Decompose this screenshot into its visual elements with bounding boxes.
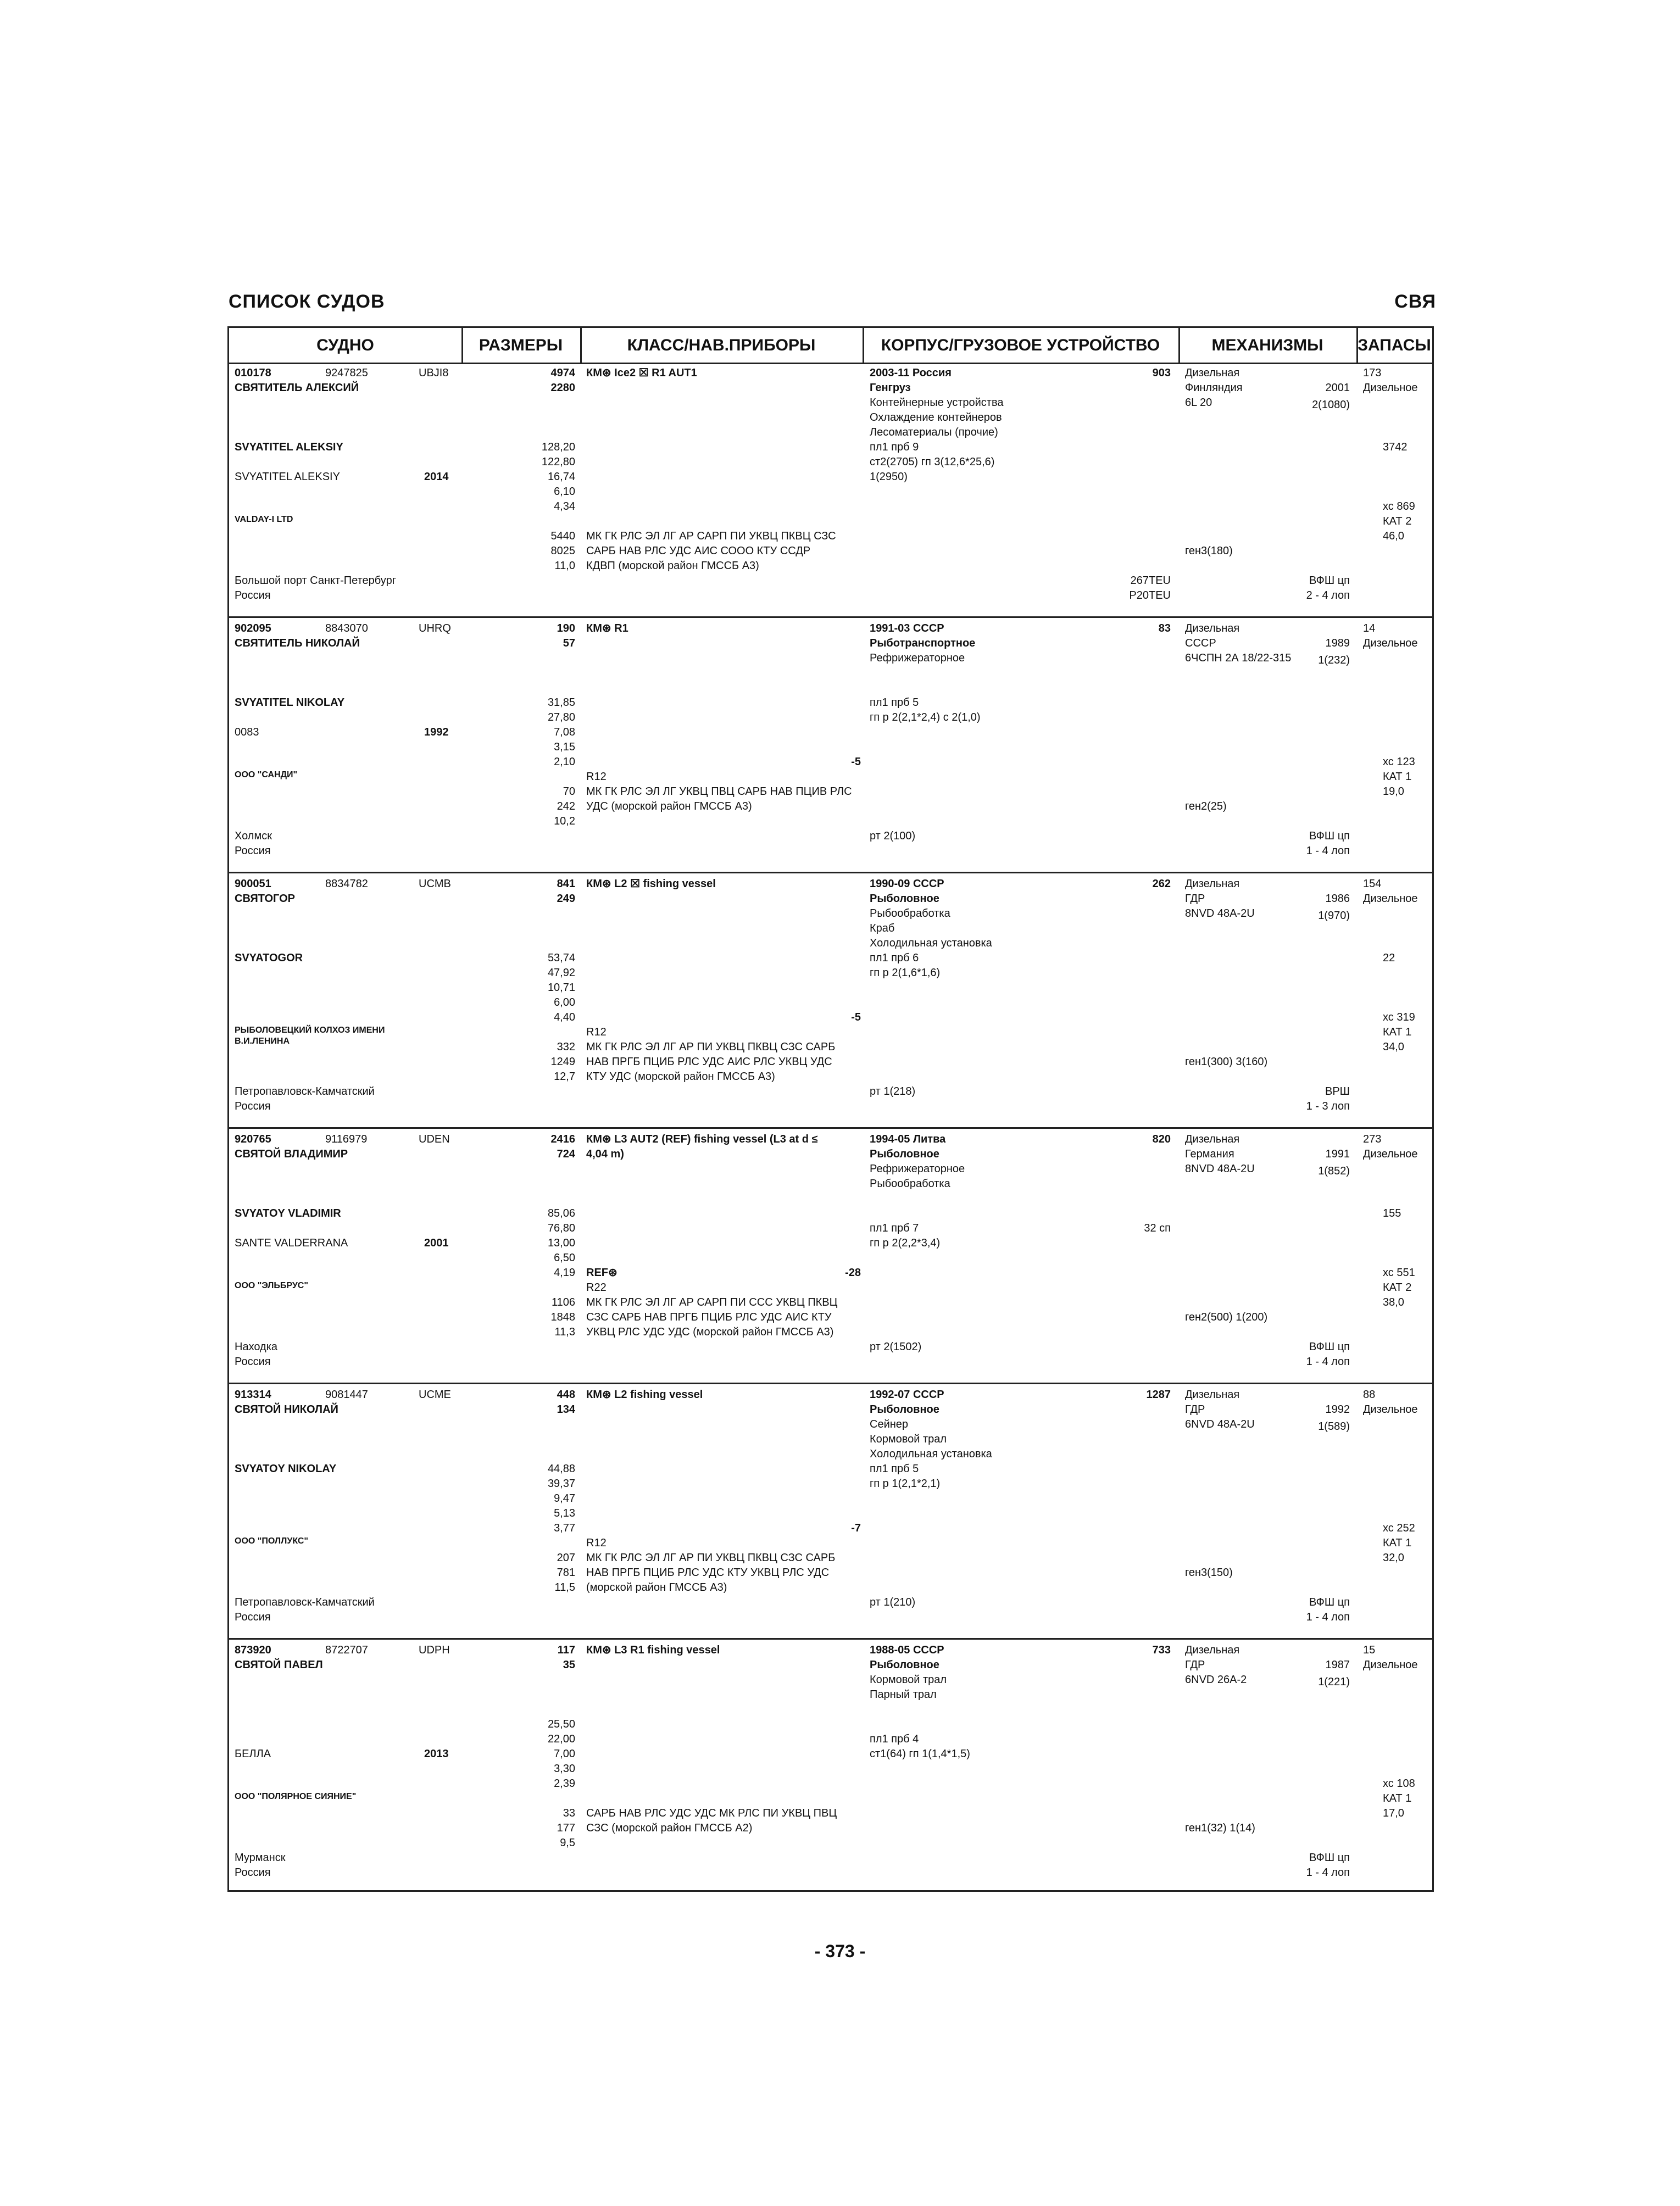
- hull-type: Рыболовное: [870, 1659, 939, 1671]
- hull-extra: 32 сп: [1144, 1222, 1171, 1234]
- ship-flag-year: 1992: [424, 726, 449, 738]
- ship-port: Большой порт Санкт-Петербург: [235, 575, 397, 587]
- refrigeration-capacity: КАТ 1: [1383, 1537, 1412, 1549]
- engine-year: 1992: [1325, 1403, 1350, 1416]
- engine-type: Дизельная: [1185, 1133, 1240, 1145]
- refrigeration-capacity: хс 108: [1383, 1778, 1415, 1790]
- ice-class: R12: [586, 771, 607, 783]
- ship-record: [229, 1640, 1432, 1895]
- ship-record: [229, 1384, 1432, 1640]
- ship-country: Россия: [235, 1100, 271, 1112]
- ship-record: [229, 1129, 1432, 1384]
- class-notation-cont: 4,04 m): [586, 1148, 624, 1160]
- dim-capacity: 9,5: [560, 1837, 575, 1849]
- dim-value: 76,80: [547, 1222, 575, 1234]
- class-notation: КМ⊛ R1: [586, 622, 628, 634]
- generators: ген3(150): [1185, 1567, 1233, 1579]
- ship-name: СВЯТИТЕЛЬ НИКОЛАЙ: [235, 637, 360, 649]
- propeller: ВФШ цп: [1309, 1852, 1350, 1864]
- fuel-type: Дизельное: [1363, 1403, 1418, 1416]
- dim-value: 3,77: [554, 1522, 575, 1534]
- ship-imo: 9247825: [325, 367, 368, 379]
- class-notation: КМ⊛ L3 R1 fishing vessel: [586, 1644, 720, 1656]
- nav-equipment: МК ГК РЛС ЭЛ ЛГ АР САРП ПИ ССС УКВЦ ПКВЦ: [586, 1296, 838, 1308]
- nav-equipment: МК ГК РЛС ЭЛ ЛГ АР ПИ УКВЦ ПКВЦ СЗС САРБ: [586, 1552, 836, 1564]
- dim-tonnage: 2280: [550, 382, 575, 394]
- hull-feature: Краб: [870, 922, 895, 934]
- dim-value: 6,10: [554, 486, 575, 498]
- dim-value: 7,00: [554, 1748, 575, 1760]
- dim-capacity: 8025: [550, 545, 575, 557]
- ship-latin-name: SVYATOGOR: [235, 952, 303, 964]
- ship-flag-year: 2001: [424, 1237, 449, 1249]
- hull-built: 1992-07 СССР: [870, 1389, 944, 1401]
- dim-capacity: 781: [557, 1567, 575, 1579]
- ship-imo: 9081447: [325, 1389, 368, 1401]
- dim-capacity: 1106: [551, 1296, 575, 1308]
- hull-feature: Кормовой трал: [870, 1674, 947, 1686]
- hull-feature: Контейнерные устройства: [870, 397, 1004, 409]
- col-header-dimensions: РАЗМЕРЫ: [479, 336, 563, 354]
- refrigeration-capacity: 17,0: [1383, 1807, 1404, 1819]
- dim-capacity: 1249: [550, 1056, 575, 1068]
- engine-type: Дизельная: [1185, 622, 1240, 634]
- nav-equipment: НАВ ПРГБ ПЦИБ РЛС УДС КТУ УКВЦ РЛС УДС: [586, 1567, 830, 1579]
- nav-equipment: УКВЦ РЛС УДС УДС (морской район ГМССБ А3): [586, 1326, 834, 1338]
- cargo-holds: пл1 прб 6: [870, 952, 919, 964]
- refrigeration-capacity: КАТ 2: [1383, 1282, 1412, 1294]
- refrigeration-capacity: хс 123: [1383, 756, 1415, 768]
- engine-country: СССР: [1185, 637, 1216, 649]
- ship-owner: ООО "САНДИ": [235, 770, 298, 779]
- dim-value: 47,92: [547, 967, 575, 979]
- dim-capacity: 70: [563, 786, 575, 798]
- engine-model: 8NVD 48A-2U: [1185, 1163, 1255, 1175]
- ship-imo: 9116979: [325, 1133, 368, 1145]
- hull-built: 1991-03 СССР: [870, 622, 944, 634]
- hull-number: 903: [1152, 367, 1171, 379]
- class-notation: КМ⊛ L2 fishing vessel: [586, 1389, 703, 1401]
- refrigeration-capacity: хс 869: [1383, 500, 1415, 512]
- engine-power: 1(852): [1318, 1165, 1350, 1177]
- fuel-type: Дизельное: [1363, 637, 1418, 649]
- dim-tonnage: 4974: [550, 367, 575, 379]
- nav-equipment: МК ГК РЛС ЭЛ ЛГ АР ПИ УКВЦ ПКВЦ СЗС САРБ: [586, 1041, 836, 1053]
- fuel-type: Дизельное: [1363, 382, 1418, 394]
- ship-callsign: UDEN: [419, 1133, 450, 1145]
- dim-tonnage: 448: [557, 1389, 575, 1401]
- refrigeration-capacity: хс 319: [1383, 1011, 1415, 1023]
- engine-power: 2(1080): [1312, 399, 1350, 411]
- engine-year: 1986: [1325, 893, 1350, 905]
- cargo-hatches: ст1(64) гп 1(1,4*1,5): [870, 1748, 970, 1760]
- fuel-capacity: 88: [1363, 1389, 1376, 1401]
- cargo-gear: рт 2(100): [870, 830, 916, 842]
- hull-number: 733: [1152, 1644, 1171, 1656]
- dim-capacity: 1848: [550, 1311, 575, 1323]
- ship-imo: 8843070: [325, 622, 368, 634]
- dim-value: 6,50: [554, 1252, 575, 1264]
- dim-value: 6,00: [554, 996, 575, 1009]
- ship-callsign: UCMB: [419, 878, 451, 890]
- hull-feature: Холодильная установка: [870, 937, 992, 949]
- dim-value: 2,39: [554, 1778, 575, 1790]
- engine-country: ГДР: [1185, 893, 1205, 905]
- dim-capacity: 12,7: [554, 1071, 575, 1083]
- refrigeration-capacity: КАТ 2: [1383, 515, 1412, 527]
- hull-type: Рыболовное: [870, 1148, 939, 1160]
- dim-capacity: 207: [557, 1552, 575, 1564]
- engine-power: 1(970): [1318, 910, 1350, 922]
- cargo-gear: рт 1(218): [870, 1085, 916, 1098]
- ship-country: Россия: [235, 1611, 271, 1623]
- refrigeration-capacity: хс 551: [1383, 1267, 1415, 1279]
- ship-imo: 8834782: [325, 878, 368, 890]
- dim-capacity: 332: [557, 1041, 575, 1053]
- dim-value: 25,50: [547, 1718, 575, 1730]
- nav-equipment: НАВ ПРГБ ПЦИБ РЛС УДС АИС РЛС УКВЦ УДС: [586, 1056, 832, 1068]
- hull-feature: Парный трал: [870, 1689, 937, 1701]
- engine-type: Дизельная: [1185, 1389, 1240, 1401]
- hull-feature: Рефрижераторное: [870, 1163, 965, 1175]
- ship-latin-name: SVYATOY NIKOLAY: [235, 1463, 337, 1475]
- hull-built: 1988-05 СССР: [870, 1644, 944, 1656]
- hull-built: 1990-09 СССР: [870, 878, 944, 890]
- ship-owner: VALDAY-I LTD: [235, 515, 293, 524]
- engine-model: 6NVD 48A-2U: [1185, 1418, 1255, 1430]
- ship-reg-number: 900051: [235, 878, 271, 890]
- fuel-capacity: 273: [1363, 1133, 1382, 1145]
- ship-former-name: 0083: [235, 726, 259, 738]
- dim-value: 7,08: [554, 726, 575, 738]
- ice-class: R22: [586, 1282, 607, 1294]
- ship-former-name: SANTE VALDERRANA: [235, 1237, 348, 1249]
- ship-callsign: UBJI8: [419, 367, 449, 379]
- ship-callsign: UHRQ: [419, 622, 451, 634]
- list-title: СПИСОК СУДОВ: [229, 291, 385, 312]
- ship-reg-number: 913314: [235, 1389, 271, 1401]
- engine-power: 1(589): [1318, 1420, 1350, 1433]
- ship-country: Россия: [235, 845, 271, 857]
- ship-port: Мурманск: [235, 1852, 286, 1864]
- ship-flag-year: 2014: [424, 471, 449, 483]
- refrigeration-capacity: хс 252: [1383, 1522, 1415, 1534]
- refrigeration-capacity: 46,0: [1383, 530, 1404, 542]
- engine-model: 8NVD 48A-2U: [1185, 907, 1255, 920]
- ship-owner: ООО "ЭЛЬБРУС": [235, 1281, 308, 1290]
- refrigeration-capacity: КАТ 1: [1383, 771, 1412, 783]
- refrigeration-capacity: 32,0: [1383, 1552, 1404, 1564]
- refrigeration-capacity: 19,0: [1383, 786, 1404, 798]
- water-capacity: 22: [1383, 952, 1395, 964]
- dim-value: 122,80: [541, 456, 575, 468]
- ship-reg-number: 873920: [235, 1644, 271, 1656]
- dim-tonnage: 134: [557, 1403, 575, 1416]
- dim-tonnage: 117: [557, 1644, 575, 1656]
- hull-number: 262: [1152, 878, 1171, 890]
- propeller: 1 - 3 лоп: [1306, 1100, 1350, 1112]
- propeller: 1 - 4 лоп: [1306, 1867, 1350, 1879]
- ship-latin-name: SVYATITEL NIKOLAY: [235, 697, 345, 709]
- page-number: - 373 -: [814, 1941, 866, 1961]
- cargo-gear: рт 2(1502): [870, 1341, 922, 1353]
- nav-equipment: УДС (морской район ГМССБ А3): [586, 800, 752, 812]
- ship-port: Петропавловск-Камчатский: [235, 1596, 375, 1608]
- dim-tonnage: 2416: [550, 1133, 575, 1145]
- propeller: ВФШ цп: [1309, 830, 1350, 842]
- ship-record: [229, 873, 1432, 1129]
- ship-name: СВЯТОЙ ПАВЕЛ: [235, 1659, 323, 1671]
- ship-former-name: БЕЛЛА: [235, 1748, 271, 1760]
- fuel-capacity: 14: [1363, 622, 1376, 634]
- propeller: 1 - 4 лоп: [1306, 1611, 1350, 1623]
- engine-model: 6ЧСПН 2А 18/22-315: [1185, 652, 1292, 664]
- refrigeration-capacity: КАТ 1: [1383, 1026, 1412, 1038]
- ship-latin-name: SVYATITEL ALEKSIY: [235, 441, 343, 453]
- water-capacity: 155: [1383, 1207, 1401, 1219]
- dim-value: 10,71: [547, 982, 575, 994]
- generators: ген1(300) 3(160): [1185, 1056, 1268, 1068]
- ship-name: СВЯТИТЕЛЬ АЛЕКСИЙ: [235, 382, 359, 394]
- ship-reg-number: 902095: [235, 622, 271, 634]
- dim-tonnage: 35: [563, 1659, 575, 1671]
- dim-value: 53,74: [547, 952, 575, 964]
- hull-feature: Рыбообработка: [870, 1178, 950, 1190]
- dim-capacity: 242: [557, 800, 575, 812]
- refrigeration-temp: -28: [845, 1267, 861, 1279]
- hull-built: 2003-11 Россия: [870, 367, 952, 379]
- ship-record: [229, 363, 1432, 618]
- fuel-type: Дизельное: [1363, 893, 1418, 905]
- ship-name: СВЯТОГОР: [235, 893, 296, 905]
- engine-model: 6L 20: [1185, 397, 1212, 409]
- nav-equipment: МК ГК РЛС ЭЛ ЛГ АР САРП ПИ УКВЦ ПКВЦ СЗС: [586, 530, 836, 542]
- dim-capacity: 177: [557, 1822, 575, 1834]
- generators: ген2(25): [1185, 800, 1227, 812]
- container-capacity: P20TEU: [1129, 589, 1171, 601]
- ship-country: Россия: [235, 1867, 271, 1879]
- fuel-capacity: 173: [1363, 367, 1382, 379]
- water-capacity: 3742: [1383, 441, 1408, 453]
- propeller: 2 - 4 лоп: [1306, 589, 1350, 601]
- cargo-holds: пл1 прб 5: [870, 697, 919, 709]
- hull-type: Рыботранспортное: [870, 637, 976, 649]
- dim-tonnage: 724: [557, 1148, 575, 1160]
- nav-equipment: САРБ НАВ РЛС УДС АИС СООО КТУ ССДР: [586, 545, 811, 557]
- engine-power: 1(221): [1318, 1676, 1350, 1688]
- dim-value: 5,13: [554, 1507, 575, 1519]
- dim-value: 13,00: [547, 1237, 575, 1249]
- ship-reg-number: 920765: [235, 1133, 271, 1145]
- hull-feature: Охлаждение контейнеров: [870, 411, 1002, 424]
- engine-country: ГДР: [1185, 1403, 1205, 1416]
- section-letters: СВЯ: [1394, 291, 1436, 312]
- hull-type: Рыболовное: [870, 893, 939, 905]
- fuel-capacity: 154: [1363, 878, 1382, 890]
- cargo-hatches: гп р 2(2,2*3,4): [870, 1237, 941, 1249]
- cargo-hatches: ст2(2705) гп 3(12,6*25,6): [870, 456, 995, 468]
- refrigeration-temp: -5: [851, 1011, 861, 1023]
- engine-year: 1989: [1325, 637, 1350, 649]
- engine-year: 2001: [1325, 382, 1350, 394]
- ship-flag-year: 2013: [424, 1748, 449, 1760]
- ship-imo: 8722707: [325, 1644, 368, 1656]
- dim-value: 3,30: [554, 1763, 575, 1775]
- refrigeration-capacity: 34,0: [1383, 1041, 1404, 1053]
- dim-value: 22,00: [547, 1733, 575, 1745]
- class-notation: КМ⊛ L3 AUT2 (REF) fishing vessel (L3 at d ≤: [586, 1133, 818, 1145]
- dim-value: 9,47: [554, 1492, 575, 1505]
- col-header-machinery: МЕХАНИЗМЫ: [1211, 336, 1323, 354]
- propeller: ВФШ цп: [1309, 1341, 1350, 1353]
- refrigeration-class: REF⊛: [586, 1267, 618, 1279]
- fuel-type: Дизельное: [1363, 1148, 1418, 1160]
- class-notation: КМ⊛ Ice2 ☒ R1 AUT1: [586, 367, 697, 379]
- ships-table: [227, 326, 1434, 1892]
- cargo-holds: пл1 прб 9: [870, 441, 919, 453]
- ship-callsign: UDPH: [419, 1644, 450, 1656]
- cargo-hatch-extra: 1(2950): [870, 471, 908, 483]
- cargo-hatches: гп р 1(2,1*2,1): [870, 1478, 941, 1490]
- col-header-class: КЛАСС/НАВ.ПРИБОРЫ: [627, 336, 816, 354]
- ship-port: Петропавловск-Камчатский: [235, 1085, 375, 1098]
- fuel-capacity: 15: [1363, 1644, 1376, 1656]
- ship-record: [229, 618, 1432, 873]
- refrigeration-temp: -7: [851, 1522, 861, 1534]
- propeller: ВФШ цп: [1309, 1596, 1350, 1608]
- col-header-supplies: ЗАПАСЫ: [1358, 336, 1431, 354]
- ship-country: Россия: [235, 589, 271, 601]
- nav-equipment: САРБ НАВ РЛС УДС УДС МК РЛС ПИ УКВЦ ПВЦ: [586, 1807, 837, 1819]
- dim-value: 4,40: [554, 1011, 575, 1023]
- propeller: ВФШ цп: [1309, 575, 1350, 587]
- nav-equipment: СЗС (морской район ГМССБ А2): [586, 1822, 753, 1834]
- nav-equipment: КТУ УДС (морской район ГМССБ А3): [586, 1071, 775, 1083]
- generators: ген3(180): [1185, 545, 1233, 557]
- container-capacity: 267TEU: [1130, 575, 1171, 587]
- ship-port: Находка: [235, 1341, 278, 1353]
- dim-value: 16,74: [547, 471, 575, 483]
- cargo-holds: пл1 прб 5: [870, 1463, 919, 1475]
- engine-country: Финляндия: [1185, 382, 1243, 394]
- propeller: 1 - 4 лоп: [1306, 1356, 1350, 1368]
- table-header: [229, 328, 1432, 364]
- hull-number: 83: [1158, 622, 1171, 634]
- ship-port: Холмск: [235, 830, 272, 842]
- nav-equipment: КДВП (морской район ГМССБ А3): [586, 560, 759, 572]
- dim-tonnage: 190: [557, 622, 575, 634]
- cargo-hatches: гп р 2(2,1*2,4) с 2(1,0): [870, 711, 981, 723]
- ship-reg-number: 010178: [235, 367, 271, 379]
- dim-capacity: 33: [563, 1807, 575, 1819]
- ship-latin-name: SVYATOY VLADIMIR: [235, 1207, 341, 1219]
- engine-power: 1(232): [1318, 654, 1350, 666]
- propeller: 1 - 4 лоп: [1306, 845, 1350, 857]
- engine-year: 1991: [1325, 1148, 1350, 1160]
- ship-country: Россия: [235, 1356, 271, 1368]
- hull-number: 1287: [1146, 1389, 1171, 1401]
- dim-value: 128,20: [541, 441, 575, 453]
- dim-tonnage: 249: [557, 893, 575, 905]
- generators: ген2(500) 1(200): [1185, 1311, 1268, 1323]
- dim-tonnage: 841: [557, 878, 575, 890]
- ship-name: СВЯТОЙ НИКОЛАЙ: [235, 1403, 338, 1416]
- propeller: ВРШ: [1325, 1085, 1350, 1098]
- fuel-type: Дизельное: [1363, 1659, 1418, 1671]
- engine-country: ГДР: [1185, 1659, 1205, 1671]
- hull-feature: Холодильная установка: [870, 1448, 992, 1460]
- refrigeration-capacity: 38,0: [1383, 1296, 1404, 1308]
- dim-value: 3,15: [554, 741, 575, 753]
- col-header-ship: СУДНО: [316, 336, 374, 354]
- class-notation: КМ⊛ L2 ☒ fishing vessel: [586, 878, 716, 890]
- dim-value: 44,88: [547, 1463, 575, 1475]
- hull-feature: Рыбообработка: [870, 907, 950, 920]
- refrigeration-capacity: КАТ 1: [1383, 1792, 1412, 1804]
- ship-records: [229, 363, 1432, 1895]
- cargo-hatches: гп р 2(1,6*1,6): [870, 967, 941, 979]
- hull-type: Рыболовное: [870, 1403, 939, 1416]
- ship-owner: ООО "ПОЛЯРНОЕ СИЯНИЕ": [235, 1792, 357, 1801]
- hull-feature: Кормовой трал: [870, 1433, 947, 1445]
- dim-value: 2,10: [554, 756, 575, 768]
- engine-type: Дизельная: [1185, 878, 1240, 890]
- nav-equipment: (морской район ГМССБ А3): [586, 1581, 727, 1594]
- ship-name: СВЯТОЙ ВЛАДИМИР: [235, 1148, 348, 1160]
- dim-value: 27,80: [547, 711, 575, 723]
- dim-value: 39,37: [547, 1478, 575, 1490]
- hull-built: 1994-05 Литва: [870, 1133, 946, 1145]
- ship-owner: ООО "ПОЛЛУКС": [235, 1536, 309, 1546]
- dim-value: 4,19: [554, 1267, 575, 1279]
- dim-capacity: 11,3: [554, 1326, 575, 1338]
- ship-callsign: UCME: [419, 1389, 451, 1401]
- hull-feature: Сейнер: [870, 1418, 909, 1430]
- ice-class: R12: [586, 1537, 607, 1549]
- ship-owner: РЫБОЛОВЕЦКИЙ КОЛХОЗ ИМЕНИ В.И.ЛЕНИНА: [235, 1026, 385, 1046]
- dim-capacity: 11,5: [554, 1581, 575, 1594]
- cargo-holds: пл1 прб 7: [870, 1222, 919, 1234]
- cargo-gear: рт 1(210): [870, 1596, 916, 1608]
- nav-equipment: МК ГК РЛС ЭЛ ЛГ УКВЦ ПВЦ САРБ НАВ ПЦИВ РЛС: [586, 786, 852, 798]
- generators: ген1(32) 1(14): [1185, 1822, 1255, 1834]
- cargo-holds: пл1 прб 4: [870, 1733, 919, 1745]
- refrigeration-temp: -5: [851, 756, 861, 768]
- dim-capacity: 10,2: [554, 815, 575, 827]
- ship-former-name: SVYATITEL ALEKSIY: [235, 471, 340, 483]
- ice-class: R12: [586, 1026, 607, 1038]
- hull-number: 820: [1152, 1133, 1171, 1145]
- engine-year: 1987: [1325, 1659, 1350, 1671]
- nav-equipment: СЗС САРБ НАВ ПРГБ ПЦИБ РЛС УДС АИС КТУ: [586, 1311, 832, 1323]
- dim-capacity: 5440: [550, 530, 575, 542]
- dim-value: 31,85: [547, 697, 575, 709]
- hull-feature: Лесоматериалы (прочие): [870, 426, 998, 438]
- dim-value: 4,34: [554, 500, 575, 512]
- engine-model: 6NVD 26A-2: [1185, 1674, 1247, 1686]
- engine-type: Дизельная: [1185, 1644, 1240, 1656]
- dim-value: 85,06: [547, 1207, 575, 1219]
- dim-capacity: 11,0: [554, 560, 575, 572]
- engine-type: Дизельная: [1185, 367, 1240, 379]
- col-header-hull: КОРПУС/ГРУЗОВОЕ УСТРОЙСТВО: [881, 336, 1160, 354]
- dim-tonnage: 57: [563, 637, 575, 649]
- engine-country: Германия: [1185, 1148, 1234, 1160]
- hull-feature: Рефрижераторное: [870, 652, 965, 664]
- hull-type: Генгруз: [870, 382, 911, 394]
